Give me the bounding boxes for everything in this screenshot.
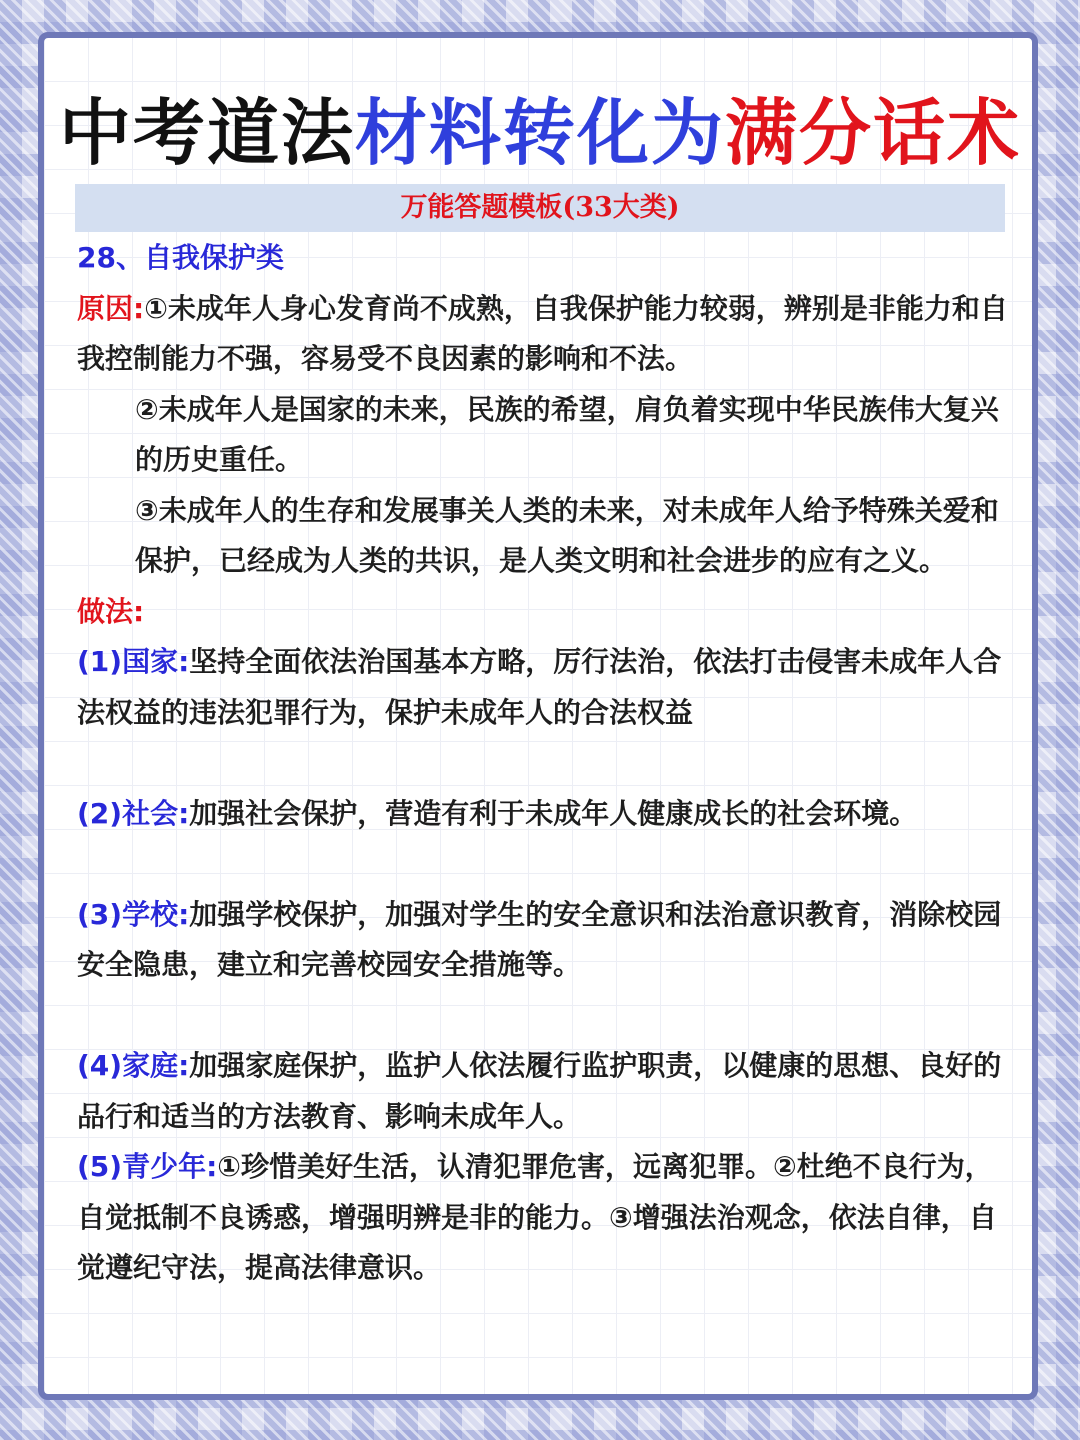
method-text-family: 加强家庭保护，监护人依法履行监护职责，以健康的思想、良好的品行和适当的方法教育、影响未成年人。 — [77, 1049, 1002, 1133]
subtitle-bar: 万能答题模板(33大类) — [75, 184, 1005, 232]
spacer — [77, 991, 1012, 1042]
title-part-1: 中考道法 — [58, 91, 355, 175]
method-label: 做法: — [77, 594, 145, 628]
page-title — [0, 88, 1080, 178]
method-label-youth: (5)青少年: — [77, 1150, 218, 1183]
title-part-2: 材料转化为 — [354, 91, 725, 175]
title-part-3: 满分话术 — [725, 91, 1022, 175]
reason-paragraph-2: ②未成年人是国家的未来，民族的希望，肩负着实现中华民族伟大复兴的历史重任。 — [135, 392, 999, 476]
reason-paragraph-1 — [77, 284, 1012, 385]
method-item — [77, 1142, 1012, 1294]
spacer — [77, 738, 1012, 789]
content-body — [77, 233, 1012, 1294]
method-text-country: 坚持全面依法治国基本方略，厉行法治，依法打击侵害未成年人合法权益的违法犯罪行为，保护未成年人的合法权益 — [77, 645, 1002, 729]
method-label-school: (3)学校: — [77, 897, 190, 931]
method-item — [77, 1041, 1012, 1142]
method-text-youth: ①珍惜美好生活，认清犯罪危害，远离犯罪。②杜绝不良行为，自觉抵制不良诱惑，增强明辨是非的能力。③增强法治观念，依法自律，自觉遵纪守法，提高法律意识。 — [77, 1150, 997, 1284]
reason-label: 原因: — [77, 291, 145, 325]
method-text-school: 加强学校保护，加强对学生的安全意识和法治意识教育，消除校园安全隐患，建立和完善校园安全措施等。 — [77, 897, 1002, 981]
method-text-society: 加强社会保护，营造有利于未成年人健康成长的社会环境。 — [189, 796, 918, 830]
spacer — [77, 839, 1012, 890]
reason-text-1: ①未成年人身心发育尚不成熟，自我保护能力较弱，辨别是非能力和自我控制能力不强，容易受不良因素的影响和不法。 — [77, 291, 1008, 375]
method-label-family: (4)家庭: — [77, 1049, 190, 1082]
section-heading: 28、自我保护类 — [77, 241, 284, 274]
reason-paragraph-3: ③未成年人的生存和发展事关人类的未来，对未成年人给予特殊关爱和保护，已经成为人类的共识，是人类文明和社会进步的应有之义。 — [135, 493, 999, 577]
method-item — [77, 637, 1012, 738]
method-item — [77, 890, 1012, 991]
method-item — [77, 789, 1012, 840]
method-label-society: (2)社会: — [77, 796, 190, 830]
method-label-country: (1)国家: — [77, 645, 190, 678]
